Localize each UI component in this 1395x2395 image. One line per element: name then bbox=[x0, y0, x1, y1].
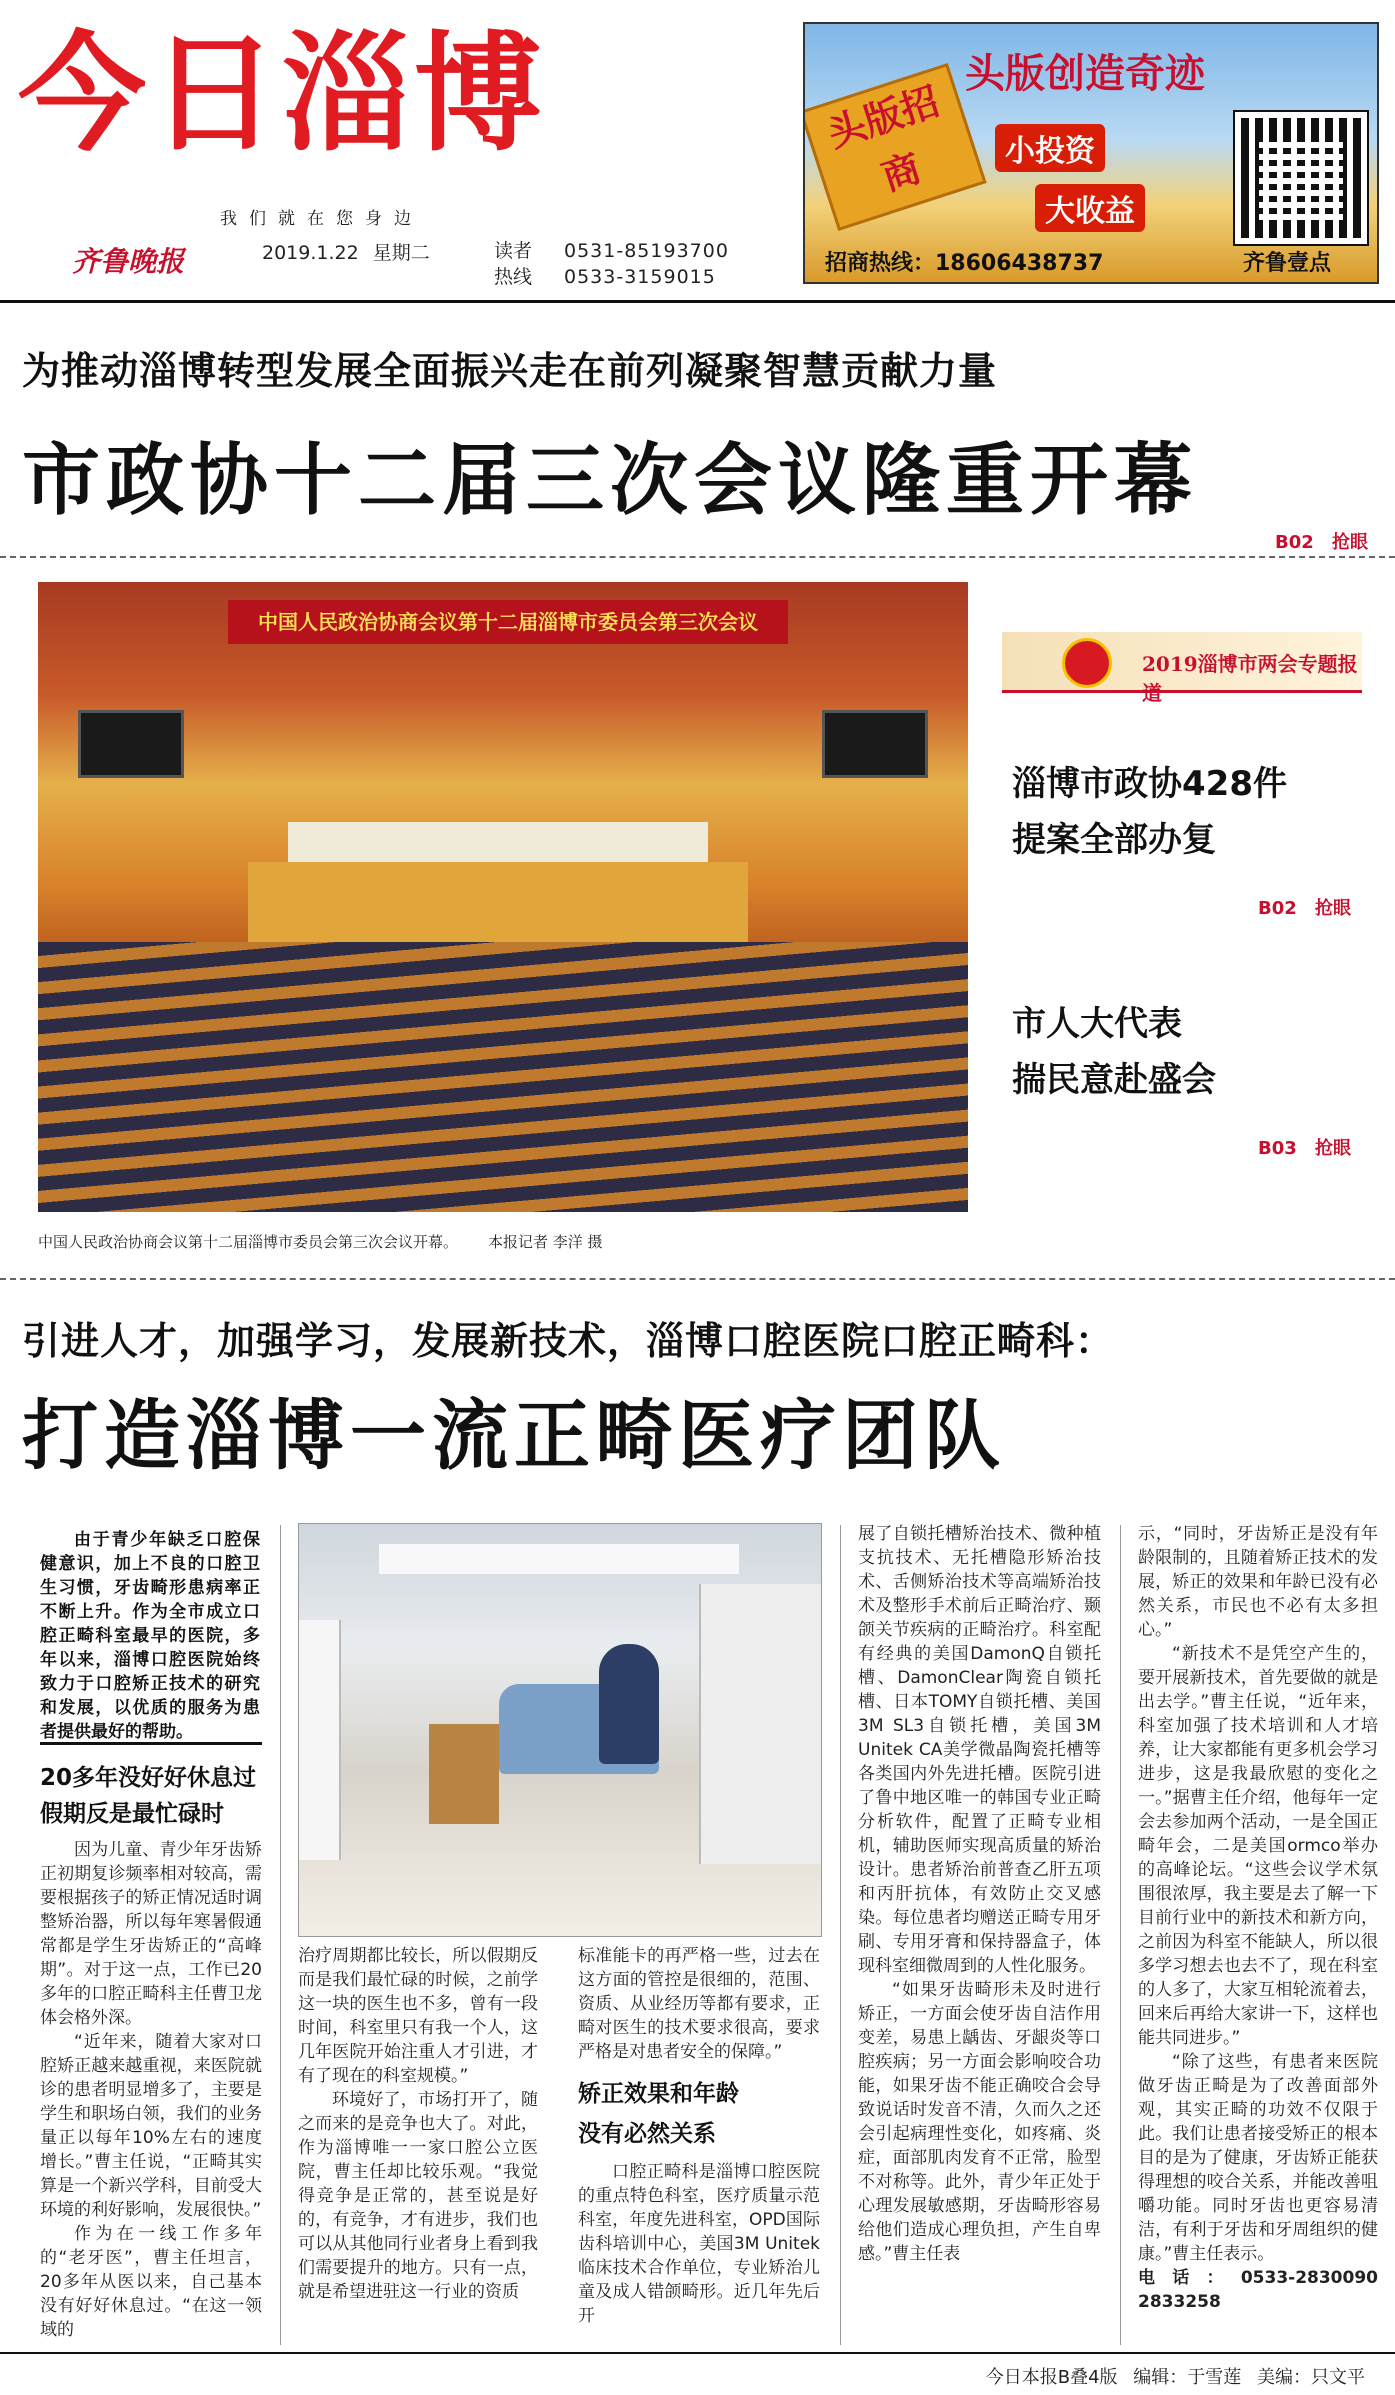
photo-banner: 中国人民政治协商会议第十二届淄博市委员会第三次会议 bbox=[228, 600, 788, 644]
footer-credits: 今日本报B叠4版 编辑：于雪莲 美编：只文平 bbox=[985, 2367, 1365, 2388]
masthead-title: 今日淄博 bbox=[18, 20, 547, 169]
hotline-label-1: 读者 bbox=[494, 240, 533, 262]
ceiling-lamp bbox=[379, 1544, 739, 1574]
sidebar-item-2[interactable] bbox=[1012, 996, 1216, 1108]
conference-photo[interactable] bbox=[38, 582, 968, 1212]
divider bbox=[0, 2352, 1395, 2354]
column-rule bbox=[840, 1525, 841, 2345]
subhead-2 bbox=[578, 2074, 820, 2154]
sublogo: 齐鲁晚报 bbox=[72, 245, 185, 278]
screen-right bbox=[822, 710, 928, 778]
hotline-1: 0531-85193700 bbox=[564, 240, 729, 262]
qr-code-icon bbox=[1235, 112, 1367, 244]
dateline bbox=[262, 238, 430, 265]
paragraph: “如果牙齿畸形未及时进行矫正，一方面会使牙齿自洁作用变差，易患上龋齿、牙龈炎等口腔疾病；另一方面会影响咬合功能，如果牙齿不能正确咬合会导致说话时发音不清，久而久之还会引起病理性变化，如疼痛、炎症，面部肌肉发育不正常，脸型不对称等。此外，青少年正处于心理发展敏感期，牙齿畸形容易给他们造成心理负担，产生自卑感。”曹主任表 bbox=[858, 1980, 1101, 2264]
lead-ref[interactable]: B02 抢眼 bbox=[1275, 532, 1369, 553]
screen-left bbox=[78, 710, 184, 778]
subhead-2-line-2: 没有必然关系 bbox=[578, 2121, 716, 2147]
masthead-slogan: 我们就在您身边 bbox=[220, 209, 423, 229]
emblem-icon bbox=[1062, 638, 1112, 688]
clinic-photo[interactable] bbox=[298, 1523, 822, 1937]
sidebar-item-2-line-1: 市人大代表 bbox=[1012, 1004, 1182, 1044]
cabinet-wall bbox=[699, 1584, 821, 1864]
sidebar-item-2-line-2: 揣民意赴盛会 bbox=[1012, 1060, 1216, 1100]
paragraph: 标准能卡的再严格一些，过去在这方面的管控是很细的，范围、资质、从业经历等都有要求，正畸对医生的技术要求很高，要求严格是对患者安全的保障。” bbox=[578, 1946, 820, 2062]
ad-hotline: 招商热线：18606438737 bbox=[825, 251, 1104, 276]
ad-brand: 齐鲁壹点 bbox=[1243, 251, 1332, 276]
sidebar-item-1-line-1: 淄博市政协428件 bbox=[1012, 764, 1287, 804]
subhead-1-line-2: 假期反是最忙碌时 bbox=[40, 1801, 224, 1827]
sidebar-item-1[interactable] bbox=[1012, 756, 1287, 868]
column-rule bbox=[1120, 1525, 1121, 2345]
sidebar-item-1-line-2: 提案全部办复 bbox=[1012, 820, 1216, 860]
ad-banner[interactable] bbox=[803, 22, 1379, 284]
paragraph: 示，“同时，牙齿矫正是没有年龄限制的，且随着矫正技术的发展，矫正的效果和年龄已没有必然关系，市民也不必有太多担心。” bbox=[1138, 1524, 1378, 1640]
ad-tag-2: 大收益 bbox=[1035, 184, 1145, 232]
paragraph: “除了这些，有患者来医院做牙齿正畸是为了改善面部外观，其实正畸的功效不仅限于此。我们让患者接受矫正的根本目的是为了健康，牙齿矫正能获得理想的咬合关系，并能改善咀嚼功能。同时牙齿也更容易清洁，有利于牙齿和牙周组织的健康。”曹主任表示。 bbox=[1138, 2052, 1378, 2264]
caption-text: 中国人民政治协商会议第十二届淄博市委员会第三次会议开幕。 bbox=[38, 1233, 459, 1251]
issue-weekday: 星期二 bbox=[372, 242, 430, 264]
hotline-numbers bbox=[564, 238, 729, 290]
photo-credit: 本报记者 李洋 摄 bbox=[488, 1233, 603, 1251]
column-5 bbox=[1138, 1522, 1378, 2314]
column-1 bbox=[40, 1752, 262, 2342]
paragraph: 治疗周期都比较长，所以假期反而是我们最忙碌的时候，之前学这一块的医生也不多，曾有一段时间，科室里只有我一个人，这几年医院开始注重人才引进，才有了现在的科室规模。” bbox=[298, 1946, 538, 2086]
paragraph: “近年来，随着大家对口腔矫正越来越重视，来医院就诊的患者明显增多了，主要是学生和职场白领，我们的业务量正以每年10%左右的速度增长。”曹主任说，“正畸其实算是一个新兴学科，目前受大环境的利好影响，发展很快。” bbox=[40, 2032, 262, 2220]
sidebar-item-2-ref[interactable]: B03 抢眼 bbox=[1258, 1138, 1352, 1159]
ad-tag-1: 小投资 bbox=[995, 124, 1105, 172]
subhead-1 bbox=[40, 1760, 262, 1832]
column-4 bbox=[858, 1522, 1101, 2266]
lead-headline[interactable]: 市政协十二届三次会议隆重开幕 bbox=[22, 436, 1199, 526]
column-3 bbox=[578, 1944, 820, 2328]
column-rule bbox=[280, 1525, 281, 2345]
hotline-labels bbox=[494, 238, 532, 290]
photo-caption bbox=[38, 1231, 603, 1252]
divider bbox=[0, 556, 1395, 558]
sidebar-item-1-ref[interactable]: B02 抢眼 bbox=[1258, 898, 1352, 919]
subhead-1-line-1: 20多年没好好休息过 bbox=[40, 1765, 257, 1791]
contact-phone: 电话：0533-2830090 2833258 bbox=[1138, 2268, 1378, 2312]
column-2 bbox=[298, 1944, 538, 2304]
cabinet bbox=[429, 1724, 499, 1824]
special-report-banner[interactable] bbox=[1002, 632, 1362, 705]
subhead-2-line-1: 矫正效果和年龄 bbox=[578, 2081, 739, 2107]
ad-slogan: 头版创造奇迹 bbox=[965, 50, 1205, 97]
hotline-2: 0533-3159015 bbox=[564, 266, 716, 288]
second-kicker: 引进人才，加强学习，发展新技术，淄博口腔医院口腔正畸科： bbox=[22, 1319, 1115, 1363]
audience-seats bbox=[38, 942, 968, 1212]
lead-paragraph: 由于青少年缺乏口腔保健意识，加上不良的口腔卫生习惯，牙齿畸形患病率正不断上升。作为全市成立口腔正畸科室最早的医院，多年以来，淄博口腔医院始终致力于口腔矫正技术的研究和发展，以优质的服务为患者提供最好的帮助。 bbox=[40, 1530, 260, 1742]
shelf bbox=[299, 1620, 341, 1860]
issue-date: 2019.1.22 bbox=[262, 242, 359, 264]
stage bbox=[288, 822, 708, 902]
paragraph: 因为儿童、青少年牙齿矫正初期复诊频率相对较高，需要根据孩子的矫正情况适时调整矫治器，所以每年寒暑假通常都是学生牙齿矫正的“高峰期”。对于这一点，工作已20多年的口腔正畸科主任曹卫龙体会格外深。 bbox=[40, 1840, 262, 2028]
paragraph: 口腔正畸科是淄博口腔医院的重点特色科室，医疗质量示范科室，年度先进科室，OPD国际齿科培训中心，美国3M Unitek临床技术合作单位，专业矫治儿童及成人错颌畸形。近几年先后开 bbox=[578, 2162, 820, 2326]
divider bbox=[40, 1742, 262, 1745]
lead-kicker: 为推动淄博转型发展全面振兴走在前列凝聚智慧贡献力量 bbox=[22, 349, 998, 393]
ad-gold-ingot: 头版招商 bbox=[803, 63, 987, 231]
second-headline[interactable]: 打造淄博一流正畸医疗团队 bbox=[22, 1391, 1006, 1480]
footer bbox=[0, 2355, 1395, 2395]
hotline-label-2: 热线 bbox=[494, 266, 533, 288]
special-report-label: 2019淄博市两会专题报道 bbox=[1142, 652, 1358, 705]
paragraph: 展了自锁托槽矫治技术、微种植支抗技术、无托槽隐形矫治技术、舌侧矫治技术等高端矫治技术及整形手术前后正畸治疗、颞颌关节疾病的正畸治疗。科室配有经典的美国DamonQ自锁托槽、DamonClear陶瓷自锁托槽、日本TOMY自锁托槽、美国3M SL3自锁托槽，美国3M Unitek CA美学微晶陶瓷托槽等各类国内外先进托槽。医院引进了鲁中地区唯一的韩国专业正畸分析软件，配置了正畸专业相机，辅助医师实现高质量的矫治设计。患者矫治前普查乙肝五项和丙肝抗体，有效防止交叉感染。每位患者均赠送正畸专用牙刷、专用牙膏和保持器盒子，体现科室细微周到的人性化服务。 bbox=[858, 1524, 1101, 1976]
divider bbox=[0, 1278, 1395, 1280]
divider bbox=[0, 300, 1395, 303]
masthead bbox=[18, 20, 778, 190]
paragraph: 作为在一线工作多年的“老牙医”，曹主任坦言，20多年从医以来，自己基本没有好好休息过。“在这一领域的 bbox=[40, 2224, 262, 2340]
paragraph: “新技术不是凭空产生的，要开展新技术，首先要做的就是出去学。”曹主任说，“近年来，科室加强了技术培训和人才培养，让大家都能有更多机会学习进步，这是我最欣慰的变化之一。”据曹主任介绍，他每年一定会去参加两个活动，一是全国正畸年会，二是美国ormco举办的高峰论坛。“这些会议学术氛围很浓厚，我主要是去了解一下目前行业中的新技术和新方向，之前因为科室不能缺人，所以很多学习想去也去不了，现在科室的人多了，大家互相轮流着去，回来后再给大家讲一下，这样也能共同进步。” bbox=[1138, 1644, 1378, 2048]
second-lead bbox=[40, 1528, 260, 1744]
doctor-figure bbox=[599, 1644, 659, 1764]
paragraph: 环境好了，市场打开了，随之而来的是竞争也大了。对此，作为淄博唯一一家口腔公立医院，曹主任却比较乐观。“我觉得竞争是正常的，甚至说是好的，有竞争，才有进步，我们也可以从其他同行业者身上看到我们需要提升的地方。只有一点，就是希望进驻这一行业的资质 bbox=[298, 2090, 538, 2302]
